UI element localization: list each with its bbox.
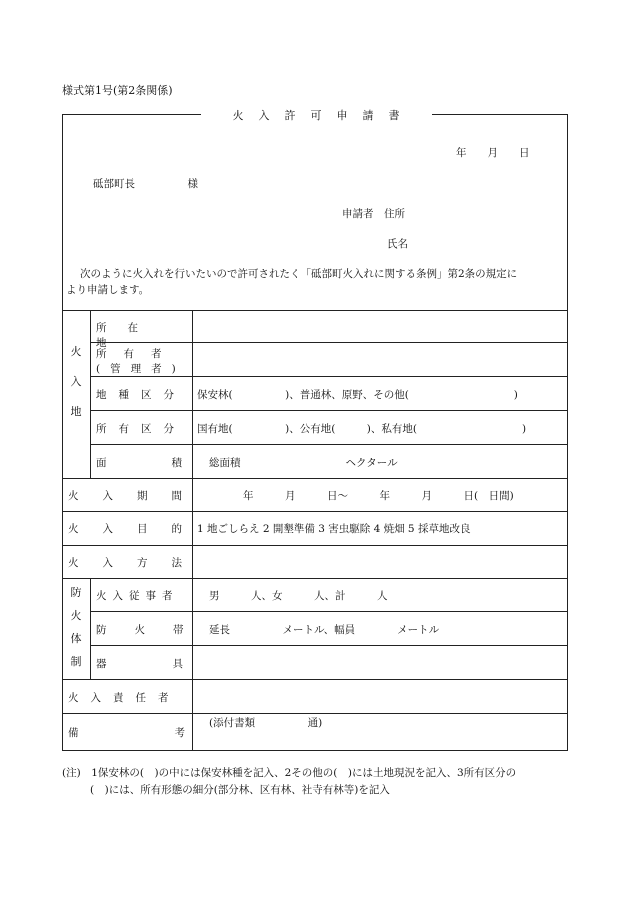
hline	[90, 645, 568, 646]
hline	[62, 545, 568, 546]
label-text: 所在地	[96, 322, 159, 349]
box-bottom	[62, 750, 568, 751]
value-firebreak: 延長 メートル、幅員 メートル	[209, 624, 440, 636]
vline-land-group	[90, 310, 91, 478]
hline	[62, 679, 568, 680]
label-method: 火入方法	[68, 557, 206, 569]
land-group-label: 火入地	[70, 345, 82, 418]
label-area: 面積	[96, 457, 247, 469]
value-area: 総面積 ヘクタール	[209, 457, 398, 469]
form-title: 火 入 許 可 申 請 書	[232, 109, 402, 122]
owner-label: 所有者	[96, 348, 179, 360]
box-top-left	[62, 114, 201, 115]
note-2: ( )には、所有形態の細分(部分林、区有林、社寺有林等)を記入	[90, 784, 390, 796]
box-right	[567, 114, 568, 751]
applicant-address: 申請者 住所	[342, 208, 405, 220]
owner-sub-label: (管理者)	[96, 363, 186, 375]
label-purpose: 火入目的	[68, 523, 206, 535]
value-purpose: 1 地ごしらえ 2 開墾準備 3 害虫駆除 4 焼畑 5 採草地改良	[197, 523, 471, 535]
box-top-right	[432, 114, 568, 115]
label-remarks: 備考	[68, 727, 281, 739]
hline	[90, 444, 568, 445]
hline	[62, 578, 568, 579]
hline-table-top	[62, 310, 568, 311]
label-period: 火入期間	[68, 490, 206, 502]
body-text-2: より申請します。	[66, 284, 150, 296]
label-land-type: 地種区分	[96, 389, 186, 401]
hline	[62, 713, 568, 714]
hline	[90, 376, 568, 377]
fire-group-label: 防火体制	[70, 586, 82, 668]
label-responsible: 火入責任者	[68, 692, 181, 704]
form-number: 様式第1号(第2条関係)	[62, 84, 173, 97]
value-remarks: (添付書類 通)	[209, 717, 323, 729]
value-ownership: 国有地( )、公有地( )、私有地( )	[197, 423, 527, 435]
note-1: (注) 1保安林の( )の中には保安林種を記入、2その他の( )には土地現況を記入、3所有区分の	[62, 767, 517, 779]
applicant-name: 氏名	[387, 238, 408, 250]
date-line: 年 月 日	[456, 147, 530, 159]
label-equipment: 器具	[96, 658, 249, 670]
hline	[62, 478, 568, 479]
label-workers: 火入従事者	[96, 590, 179, 602]
body-text-1: 次のように火入れを行いたいので許可されたく「砥部町火入れに関する条例」第2条の規定に	[80, 268, 518, 280]
hline	[62, 511, 568, 512]
label-firebreak: 防火帯	[96, 624, 212, 636]
value-period: 年 月 日～ 年 月 日( 日間)	[243, 490, 514, 502]
hline	[90, 410, 568, 411]
hline	[90, 611, 568, 612]
label-owner	[96, 346, 188, 376]
vline-fire-group	[90, 578, 91, 679]
value-workers: 男 人、女 人、計 人	[209, 590, 388, 602]
addressee: 砥部町長 様	[93, 178, 198, 190]
value-land-type: 保安林( )、普通林、原野、その他( )	[197, 389, 518, 401]
label-ownership: 所有区分	[96, 423, 186, 435]
